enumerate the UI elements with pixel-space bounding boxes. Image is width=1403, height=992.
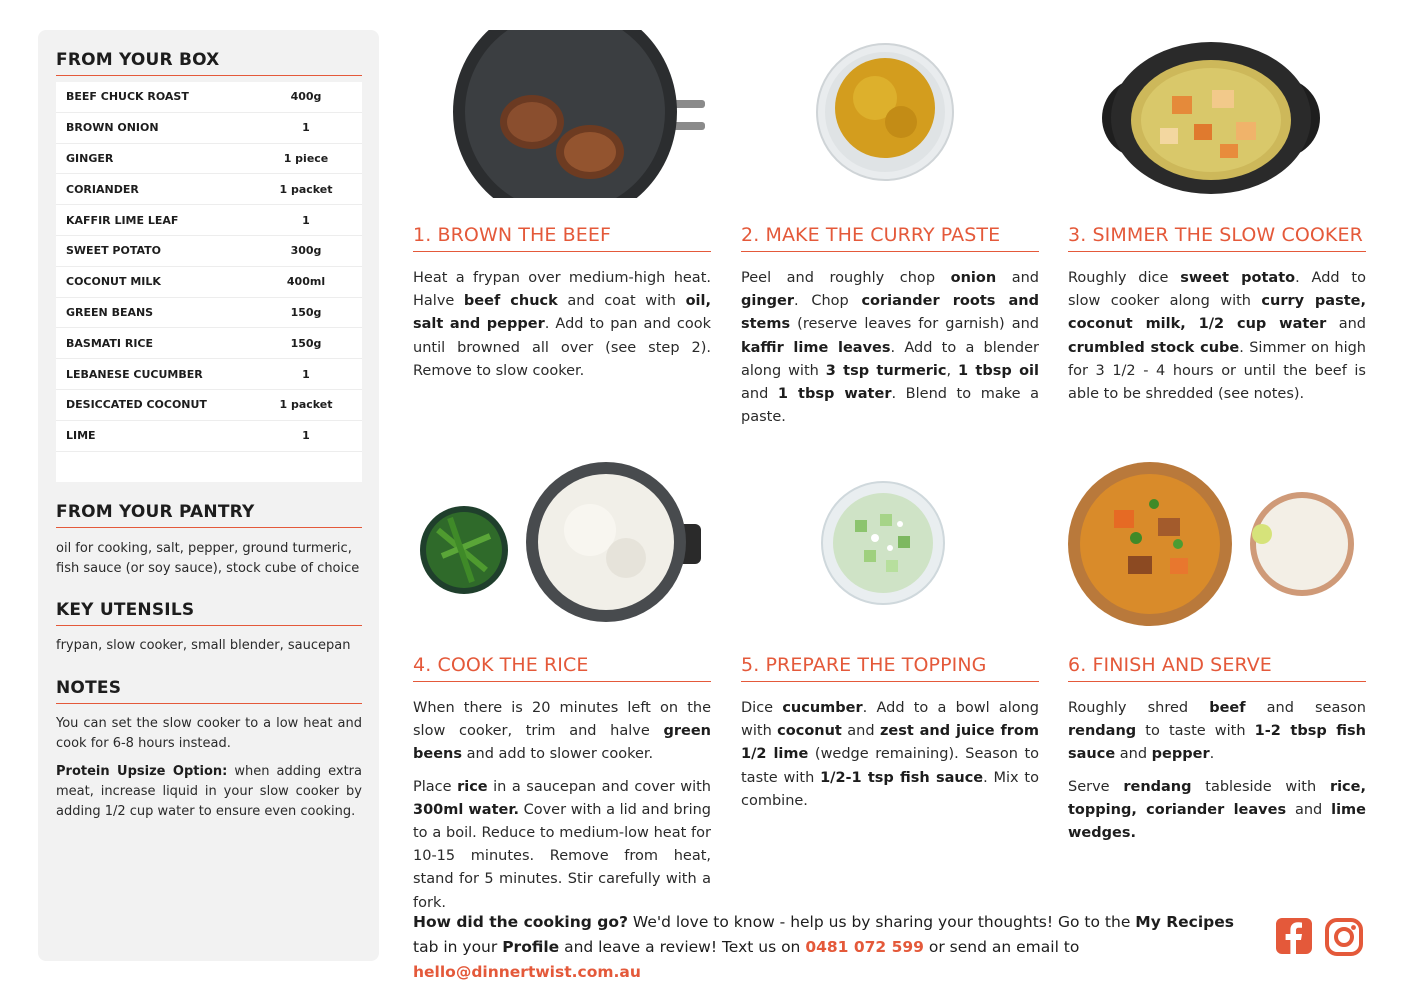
pantry-title: FROM YOUR PANTRY <box>56 502 362 528</box>
step6-text <box>1068 697 1366 854</box>
text: and <box>1286 801 1332 818</box>
step3-photo-slow-cooker <box>1100 38 1322 198</box>
step5-text <box>741 697 1039 813</box>
box-item-qty: 1 piece <box>283 151 329 165</box>
text: Serve <box>1068 778 1124 795</box>
box-item-name: SWEET POTATO <box>66 244 161 258</box>
text: and coat with <box>557 293 686 310</box>
box-row <box>56 267 362 298</box>
box-row <box>56 390 362 421</box>
ingredient: beef <box>1209 700 1246 716</box>
box-item-qty: 1 <box>302 429 310 443</box>
box-item-name: CORIANDER <box>66 182 139 196</box>
ingredient: ginger <box>741 293 795 310</box>
text: . Simmer on high for 3 1/2 - 4 hours or until the beef is able to be shredded (see notes). <box>1068 339 1366 403</box>
profile-label: Profile <box>502 938 560 956</box>
box-row <box>56 82 362 113</box>
ingredient: oil, salt and pepper <box>413 293 711 333</box>
box-item-qty: 1 <box>302 121 310 135</box>
box-row <box>56 421 362 452</box>
box-item-qty: 1 <box>302 367 310 381</box>
text: Cover with a lid and bring to a boil. Reduce to medium-low heat for 10-15 minutes. Remove from heat, stand for 5 minutes. Stir carefully with a fork. <box>413 801 711 911</box>
ingredient: zest and juice from 1/2 lime <box>741 723 1040 763</box>
ingredient: cucumber <box>782 700 863 716</box>
ingredient: rendang <box>1123 778 1192 795</box>
step4-photo-rice-and-beans <box>420 460 705 625</box>
text: . Add to a bowl along with <box>741 700 1039 740</box>
email-link[interactable]: hello@dinnertwist.com.au <box>413 963 641 981</box>
box-row <box>56 328 362 359</box>
facebook-icon[interactable] <box>1276 918 1312 954</box>
step3-text <box>1068 267 1366 406</box>
box-item-name: BASMATI RICE <box>66 336 154 350</box>
text: and add to slower cooker. <box>462 746 654 763</box>
step5-title: 5. PREPARE THE TOPPING <box>741 654 1039 682</box>
text: or send an email to <box>923 938 1080 956</box>
text: , <box>946 362 959 379</box>
text: (reserve leaves for garnish) and <box>790 316 1039 333</box>
ingredient: rice, topping, coriander leaves <box>1068 778 1366 818</box>
box-item-name: GINGER <box>66 151 114 165</box>
step5-photo-cucumber-topping <box>820 480 946 606</box>
step4-para-1 <box>413 697 711 767</box>
text: . Chop <box>794 293 862 310</box>
box-item-qty: 150g <box>290 336 322 350</box>
box-item-qty: 400ml <box>286 275 326 289</box>
upsize-text: when adding extra meat, increase liquid in your slow cooker by adding 1/2 cup water to ensure even cooking. <box>56 764 362 819</box>
text: to taste with <box>1136 723 1255 740</box>
notes-text: You can set the slow cooker to a low heat and cook for 6-8 hours instead. <box>56 716 362 751</box>
ingredient: crumbled stock cube <box>1068 339 1240 356</box>
ingredient: coriander roots and stems <box>741 293 1040 333</box>
ingredient: lime wedges. <box>1068 801 1366 842</box>
text: Place <box>413 778 458 795</box>
step1-text <box>413 267 711 383</box>
text: and <box>996 270 1040 286</box>
ingredient: kaffir lime leaves <box>741 339 891 356</box>
step2-text <box>741 267 1039 429</box>
text: and <box>1326 316 1367 333</box>
text: and season <box>1245 700 1366 716</box>
step1-photo-frypan <box>440 30 710 200</box>
text: . Add to a blender along with <box>741 339 1039 379</box>
text: and <box>841 723 880 740</box>
box-item-qty: 1 <box>302 213 310 227</box>
notes-body <box>56 714 362 830</box>
box-title: FROM YOUR BOX <box>56 50 362 76</box>
ingredient: 1 tbsp water <box>777 386 892 403</box>
box-item-name: BROWN ONION <box>66 121 159 135</box>
text: Roughly shred <box>1068 700 1210 716</box>
step2-title: 2. MAKE THE CURRY PASTE <box>741 224 1039 252</box>
ingredient: rice <box>457 778 488 795</box>
ingredient: 1 tbsp oil <box>958 362 1039 379</box>
text: Heat a frypan over medium-high heat. Halve <box>413 270 711 310</box>
utensils-title: KEY UTENSILS <box>56 600 362 626</box>
sidebar <box>38 30 379 961</box>
box-items-table <box>56 82 362 482</box>
box-item-qty: 1 packet <box>279 182 333 196</box>
text: Dice <box>741 700 783 716</box>
box-item-name: COCONUT MILK <box>66 275 161 289</box>
text: We'd love to know - help us by sharing your thoughts! Go to the <box>627 913 1136 931</box>
box-row <box>56 144 362 175</box>
box-item-qty: 300g <box>290 244 322 258</box>
ingredient: curry paste, coconut milk, 1/2 cup water <box>1068 293 1367 333</box>
step2-photo-curry-paste <box>815 42 955 182</box>
phone-link[interactable]: 0481 072 599 <box>805 938 924 956</box>
text: Peel and roughly chop <box>741 270 951 286</box>
ingredient: green beens <box>413 723 711 763</box>
text: and leave a review! Text us on <box>559 938 806 956</box>
box-row <box>56 205 362 236</box>
box-item-qty: 1 packet <box>279 398 333 412</box>
box-item-name: LEBANESE CUCUMBER <box>66 367 203 381</box>
step6-photo-rendang-serve <box>1066 460 1358 628</box>
step3-title: 3. SIMMER THE SLOW COOKER <box>1068 224 1366 252</box>
step6-para-1 <box>1068 697 1366 767</box>
box-row <box>56 113 362 144</box>
box-row <box>56 359 362 390</box>
ingredient: 3 tsp turmeric <box>825 362 947 379</box>
step4-title: 4. COOK THE RICE <box>413 654 711 682</box>
box-row <box>56 236 362 267</box>
text: . Blend to make a paste. <box>741 386 1040 426</box>
text: . Add to pan and cook until browned all over (see step 2). Remove to slow cooker. <box>413 316 711 379</box>
text: Roughly dice <box>1068 270 1181 286</box>
feedback-footer <box>413 910 1263 985</box>
ingredient: beef chuck <box>463 293 558 310</box>
instagram-icon[interactable] <box>1325 918 1363 956</box>
box-row <box>56 298 362 329</box>
notes-title: NOTES <box>56 678 362 704</box>
text: . Mix to combine. <box>741 769 1039 809</box>
text: and <box>741 386 778 403</box>
box-item-name: LIME <box>66 429 96 443</box>
ingredient: sweet potato <box>1180 270 1296 286</box>
ingredient: pepper <box>1151 746 1210 763</box>
text: . <box>1209 746 1215 763</box>
step4-text <box>413 697 711 924</box>
ingredient: coconut <box>777 723 842 740</box>
step1-title: 1. BROWN THE BEEF <box>413 224 711 252</box>
ingredient: 300ml water. <box>413 801 519 818</box>
box-item-name: KAFFIR LIME LEAF <box>66 213 179 227</box>
text: in a saucepan and cover with <box>487 778 711 795</box>
feedback-lead: How did the cooking go? <box>413 913 628 931</box>
utensils-text: frypan, slow cooker, small blender, saucepan <box>56 638 351 653</box>
box-row <box>56 174 362 205</box>
upsize-label: Protein Upsize Option: <box>56 764 228 779</box>
step6-para-2 <box>1068 776 1366 846</box>
box-item-name: DESICCATED COCONUT <box>66 398 207 412</box>
text: When there is 20 minutes left on the slow cooker, trim and halve <box>413 700 711 740</box>
text: tableside with <box>1191 778 1330 795</box>
text: (wedge remaining). Season to taste with <box>741 746 1040 786</box>
my-recipes-label: My Recipes <box>1135 913 1234 931</box>
text: . Add to slow cooker along with <box>1068 270 1366 310</box>
text: tab in your <box>413 938 503 956</box>
ingredient: 1/2-1 tsp fish sauce <box>820 769 984 786</box>
pantry-text: oil for cooking, salt, pepper, ground turmeric, fish sauce (or soy sauce), stock cube of choice <box>56 541 360 576</box>
box-item-name: GREEN BEANS <box>66 305 154 319</box>
step6-title: 6. FINISH AND SERVE <box>1068 654 1366 682</box>
text: and <box>1115 746 1152 763</box>
step4-para-2 <box>413 776 711 915</box>
ingredient: 1-2 tbsp fish sauce <box>1068 723 1366 763</box>
box-item-qty: 400g <box>290 90 322 104</box>
ingredient: rendang <box>1068 723 1137 740</box>
box-item-name: BEEF CHUCK ROAST <box>66 90 189 104</box>
ingredient: onion <box>950 270 997 286</box>
box-item-qty: 150g <box>290 305 322 319</box>
upsize-note <box>56 762 362 822</box>
